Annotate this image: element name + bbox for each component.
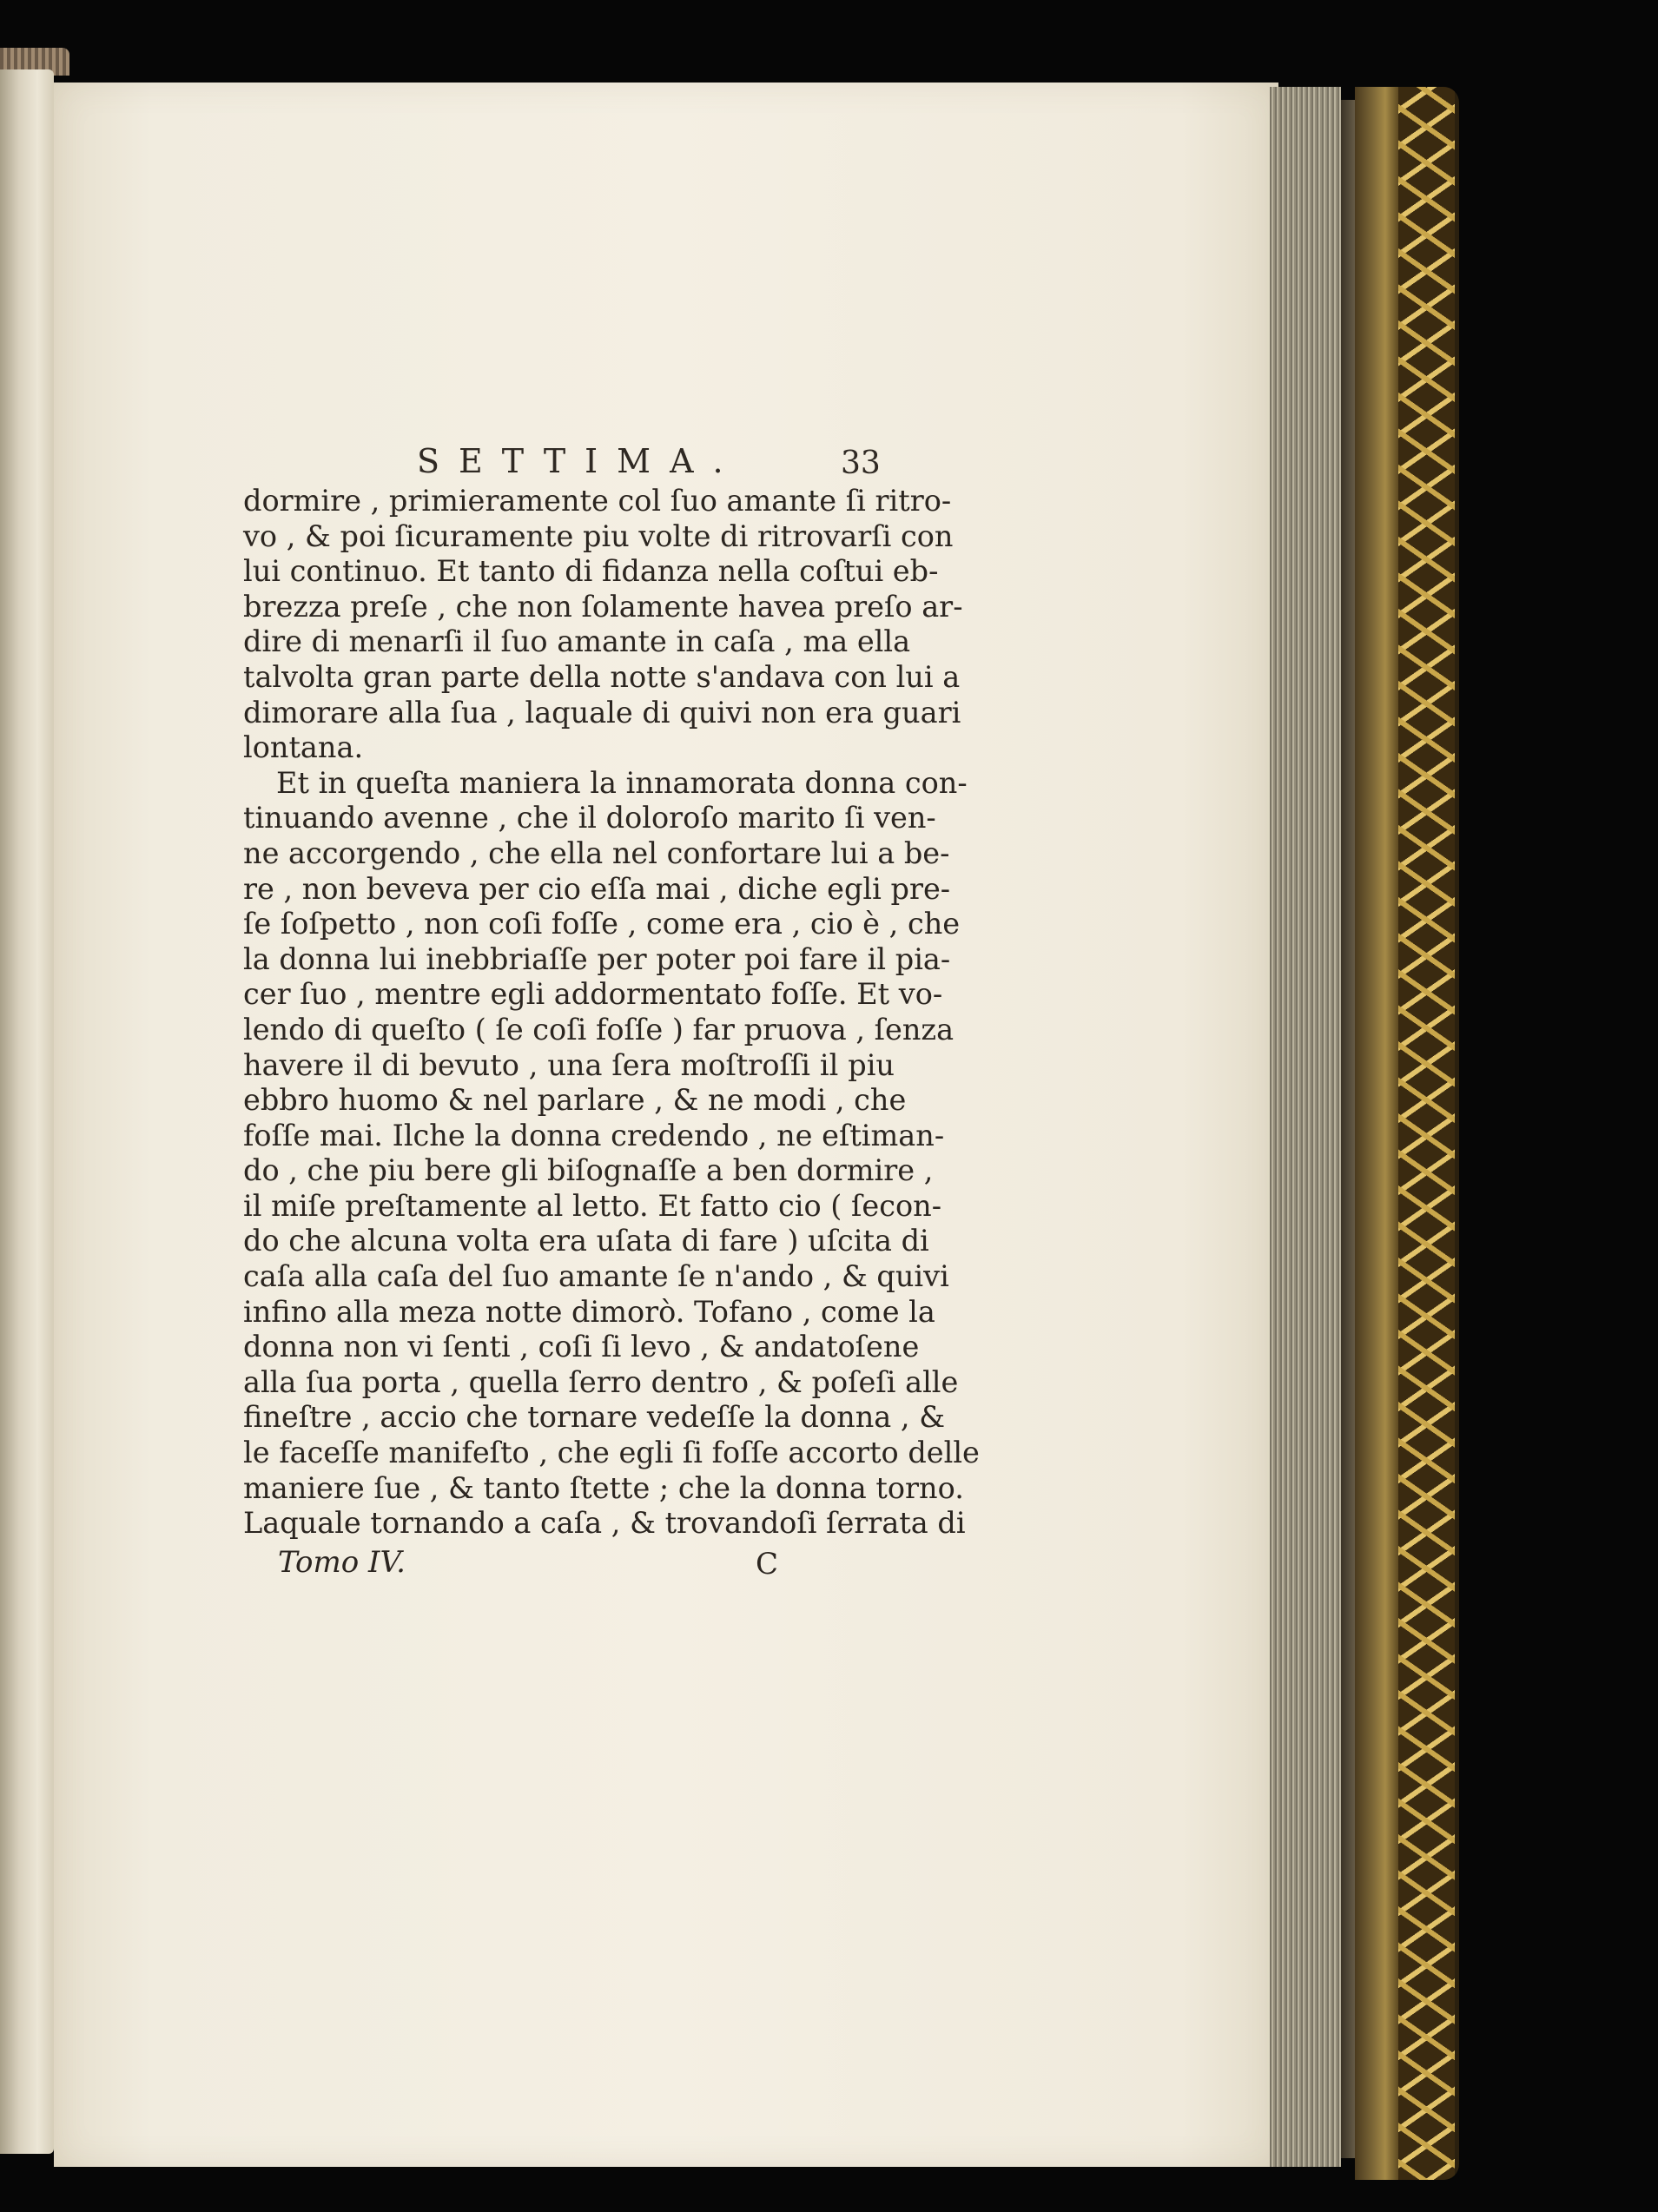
text-line: alla ſua porta , quella ſerro dentro , & poſeſi alle <box>243 1364 959 1399</box>
text-line: talvolta gran parte della notte s'andava con lui a <box>243 659 961 694</box>
text-line: lendo di queſto ( ſe coſi foſſe ) far pruova , ſenza <box>243 1012 955 1047</box>
running-head-title: SETTIMA. <box>417 442 743 480</box>
text-line: havere il di bevuto , una ſera moſtroſſi il piu <box>243 1047 895 1082</box>
text-line: fineſtre , accio che tornare vedeſſe la donna , & <box>243 1400 946 1435</box>
text-line: do che alcuna volta era uſata di fare ) uſcita di <box>243 1224 929 1258</box>
text-line: dire di menarſi il ſuo amante in caſa , ma ella <box>243 624 911 659</box>
text-line: donna non vi ſenti , coſi ſi levo , & andatoſene <box>243 1330 920 1364</box>
text-line: brezza preſe , che non ſolamente havea preſo ar- <box>243 589 963 624</box>
text-line: infino alla meza notte dimorò. Tofano , come la <box>243 1294 935 1329</box>
running-head <box>243 439 895 484</box>
text-line: le faceſſe manifeſto , che egli ſi foſſe accorto delle <box>243 1436 980 1470</box>
text-line: do , che piu bere gli biſognaſſe a ben dormire , <box>243 1153 934 1188</box>
text-line: vo , & poi ſicuramente piu volte di ritrovarſi con <box>243 518 954 553</box>
gilt-ornament-pattern <box>1398 87 1455 2180</box>
text-line: Et in queſta maniera la innamorata donna con- <box>276 765 968 800</box>
text-line: re , non beveva per cio eſſa mai , diche egli pre- <box>243 871 951 906</box>
text-line: ne accorgendo , che ella nel confortare lui a be- <box>243 835 950 870</box>
text-line: dormire , primieramente col ſuo amante ſi ritro- <box>243 484 952 518</box>
gilt-cover-edge <box>1355 87 1459 2180</box>
page-footer <box>243 1545 895 1588</box>
text-line: maniere ſue , & tanto ſtette ; che la donna torno. <box>243 1470 964 1505</box>
text-line: la donna lui inebbriaſſe per poter poi fare il pia- <box>243 941 951 976</box>
text-line: foſſe mai. Ilche la donna credendo , ne eſtiman- <box>243 1118 945 1152</box>
text-block <box>243 439 980 1588</box>
text-line: Laquale tornando a caſa , & trovandoſi ſerrata di <box>243 1506 966 1541</box>
text-line: cer ſuo , mentre egli addormentato foſſe. Et vo- <box>243 977 943 1012</box>
page-number: 33 <box>841 446 881 481</box>
text-line: lui continuo. Et tanto di fidanza nella coſtui eb- <box>243 554 939 589</box>
previous-page-edge <box>0 69 54 2154</box>
volume-label: Tomo IV. <box>278 1544 406 1580</box>
text-line: ebbro huomo & nel parlare , & ne modi , che <box>243 1083 907 1118</box>
gilt-inner-edge <box>1355 87 1398 2180</box>
text-line: lontana. <box>243 730 364 765</box>
text-line: tinuando avenne , che il doloroſo marito ſi ven- <box>243 801 936 835</box>
signature-mark: C <box>756 1546 779 1581</box>
text-line: caſa alla caſa del ſuo amante ſe n'ando , & quivi <box>243 1259 949 1294</box>
text-line: il miſe preſtamente al letto. Et fatto cio ( ſecon- <box>243 1188 942 1223</box>
text-line: dimorare alla ſua , laquale di quivi non era guari <box>243 695 961 730</box>
page-stack-edge <box>1270 87 1341 2167</box>
text-line: ſe ſoſpetto , non coſi foſſe , come era , cio è , che <box>243 907 961 941</box>
